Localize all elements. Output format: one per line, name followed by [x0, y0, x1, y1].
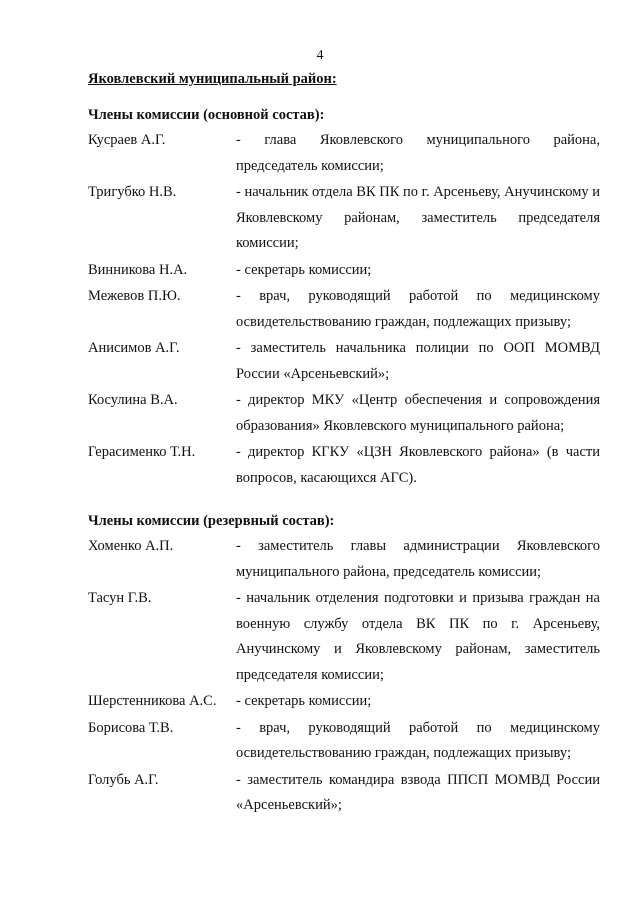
member-role: - врач, руководящий работой по медицинскому освидетельствованию граждан, подлежащих призыву; [236, 719, 600, 761]
member-name: Тригубко Н.В. [88, 184, 177, 200]
member-row [88, 258, 600, 284]
member-name: Голубь А.Г. [88, 771, 159, 788]
member-name: Кусраев А.Г. [88, 132, 166, 148]
member-name: Тасун Г.В. [88, 590, 152, 606]
member-role: - секретарь комиссии; [236, 693, 372, 709]
member-row [88, 180, 600, 257]
member-role: - врач, руководящий работой по медицинскому освидетельствованию граждан, подлежащих призыву; [236, 288, 600, 330]
member-name: Герасименко Т.Н. [88, 444, 196, 460]
page-number: 4 [316, 48, 324, 63]
section-title-reserve: Члены комиссии (резервный состав): [88, 513, 335, 529]
member-role: - заместитель командира взвода ППСП МОМВД России «Арсеньевский»; [236, 771, 600, 813]
member-row [88, 388, 600, 439]
members-list-reserve [88, 534, 600, 819]
member-row [88, 440, 600, 491]
member-row [88, 284, 600, 335]
member-name: Хоменко А.П. [88, 538, 174, 554]
member-role: - директор МКУ «Центр обеспечения и сопровождения образования» Яковлевского муниципального района; [236, 392, 600, 434]
member-row [88, 586, 600, 688]
member-name: Винникова Н.А. [88, 261, 188, 278]
member-role: - начальник отдела ВК ПК по г. Арсеньеву, Анучинскому и Яковлевскому районам, заместитель председателя комиссии; [236, 184, 601, 251]
member-name: Шерстенникова А.С. [88, 693, 217, 709]
member-name: Борисова Т.В. [88, 719, 174, 736]
member-row [88, 336, 600, 387]
member-row [88, 716, 600, 767]
member-name: Анисимов А.Г. [88, 340, 180, 356]
member-role: - глава Яковлевского муниципального района, председатель комиссии; [236, 132, 600, 174]
member-role: - начальник отделения подготовки и призыва граждан на военную службу отдела ВК ПК по г. Арсеньеву, Анучинскому и Яковлевскому районам, заместитель председателя комиссии; [236, 590, 600, 683]
member-name: Межевов П.Ю. [88, 288, 181, 304]
member-row [88, 689, 600, 715]
member-role: - директор КГКУ «ЦЗН Яковлевского района» (в части вопросов, касающихся АГС). [236, 444, 600, 486]
member-role: - заместитель начальника полиции по ООП МОМВД России «Арсеньевский»; [236, 340, 600, 382]
members-list-main [88, 128, 600, 491]
member-role: - заместитель главы администрации Яковлевского муниципального района, председатель комиссии; [236, 538, 600, 580]
member-row [88, 128, 600, 179]
district-title: Яковлевский муниципальный район: [88, 71, 337, 87]
member-row [88, 768, 600, 819]
member-row [88, 534, 600, 585]
member-name: Косулина В.А. [88, 392, 178, 408]
member-role: - секретарь комиссии; [236, 261, 372, 278]
section-title-main: Члены комиссии (основной состав): [88, 107, 325, 123]
